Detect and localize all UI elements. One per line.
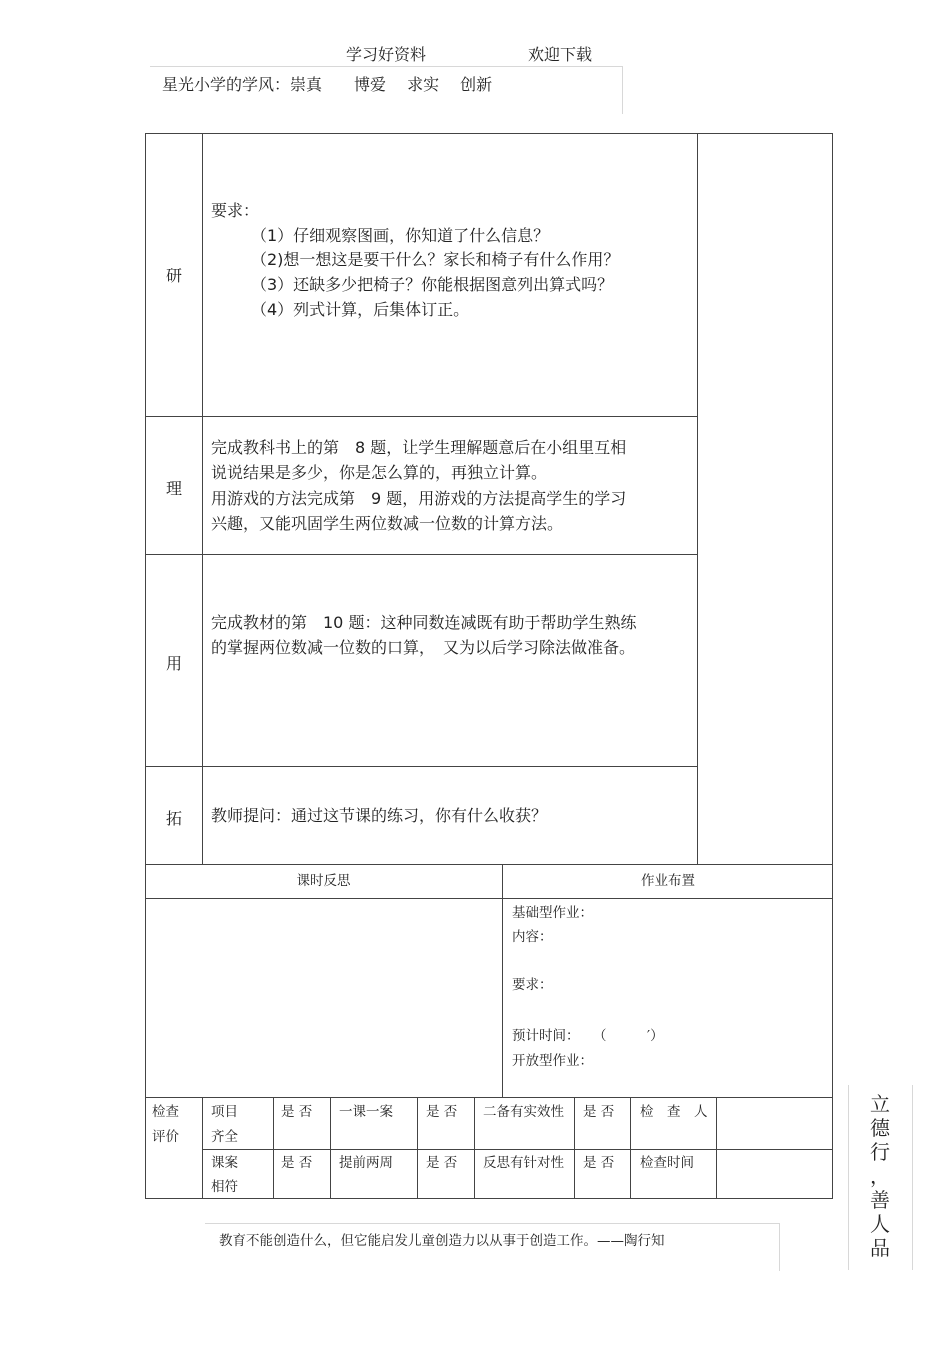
evaluation-label: 评价: [152, 1129, 179, 1145]
section-yong-line: 的掌握两位数减一位数的口算， 又为以后学习除法做准备。: [211, 638, 636, 657]
check-cell: 提前两周: [339, 1155, 393, 1171]
homework-basic: 基础型作业：: [512, 905, 593, 921]
side-char: 行: [870, 1140, 890, 1164]
section-li-line: 用游戏的方法完成第 9 题，用游戏的方法提高学生的学习: [211, 489, 627, 508]
homework-open: 开放型作业：: [512, 1053, 593, 1069]
header-left: 学习好资料: [346, 45, 427, 64]
school-motto: 星光小学的学风：崇真 博爱 求实 创新: [162, 75, 493, 94]
footer-rule-vertical: [779, 1223, 780, 1271]
section-label-li: 理: [165, 479, 182, 498]
side-char: 人: [870, 1212, 890, 1236]
check-cell: 相符: [211, 1179, 238, 1195]
side-char: 品: [870, 1236, 890, 1260]
check-yes-no: 是 否: [426, 1104, 458, 1120]
side-char: 善: [870, 1188, 890, 1212]
homework-content: 内容：: [512, 929, 553, 945]
check-inspector-label: 检 查 人: [640, 1104, 708, 1120]
check-label: 检查: [152, 1104, 179, 1120]
section-yan-line: （3）还缺多少把椅子？你能根据图意列出算式吗？: [251, 275, 614, 294]
reflection-title: 课时反思: [296, 873, 351, 889]
check-yes-no: 是 否: [583, 1155, 615, 1171]
check-time-label: 检查时间: [640, 1155, 694, 1171]
check-cell: 项目: [211, 1104, 238, 1120]
section-li-line: 兴趣，又能巩固学生两位数减一位数的计算方法。: [211, 514, 564, 533]
section-yong-line: 完成教材的第 10 题：这种同数连减既有助于帮助学生熟练: [211, 613, 637, 632]
section-label-yan: 研: [165, 266, 182, 285]
check-cell: 一课一案: [339, 1104, 393, 1120]
section-label-yong: 用: [165, 654, 182, 673]
homework-title: 作业布置: [641, 873, 695, 889]
section-label-tuo: 拓: [165, 809, 182, 828]
header-rule-vertical: [622, 66, 623, 114]
homework-time: 预计时间： （ ′）: [512, 1028, 664, 1044]
footer-quote: 教育不能创造什么，但它能启发儿童创造力以从事于创造工作。——陶行知: [219, 1233, 665, 1249]
section-yan-line: 要求：: [211, 201, 260, 220]
side-rule-left: [848, 1085, 849, 1270]
check-yes-no: 是 否: [583, 1104, 615, 1120]
side-char: 德: [870, 1116, 890, 1140]
section-li-line: 说说结果是多少，你是怎么算的，再独立计算。: [211, 463, 548, 482]
section-yan-line: （1）仔细观察图画，你知道了什么信息？: [251, 226, 550, 245]
section-yan-line: （2)想一想这是要干什么？家长和椅子有什么作用？: [251, 250, 620, 269]
header-right: 欢迎下载: [528, 45, 593, 64]
section-yan-line: （4）列式计算，后集体订正。: [251, 300, 470, 319]
section-li-line: 完成教科书上的第 8 题，让学生理解题意后在小组里互相: [211, 438, 627, 457]
side-char: ，: [870, 1164, 890, 1188]
check-yes-no: 是 否: [281, 1104, 313, 1120]
check-cell: 二备有实效性: [483, 1104, 564, 1120]
header-rule: [150, 66, 622, 67]
check-cell: 齐全: [211, 1129, 238, 1145]
section-tuo-line: 教师提问：通过这节课的练习，你有什么收获？: [211, 806, 548, 825]
side-char: 立: [870, 1092, 890, 1116]
homework-requirement: 要求：: [512, 977, 553, 993]
side-rule-right: [912, 1085, 913, 1270]
check-cell: 反思有针对性: [483, 1155, 564, 1171]
check-yes-no: 是 否: [426, 1155, 458, 1171]
check-cell: 课案: [211, 1155, 238, 1171]
footer-rule: [205, 1223, 779, 1224]
check-yes-no: 是 否: [281, 1155, 313, 1171]
